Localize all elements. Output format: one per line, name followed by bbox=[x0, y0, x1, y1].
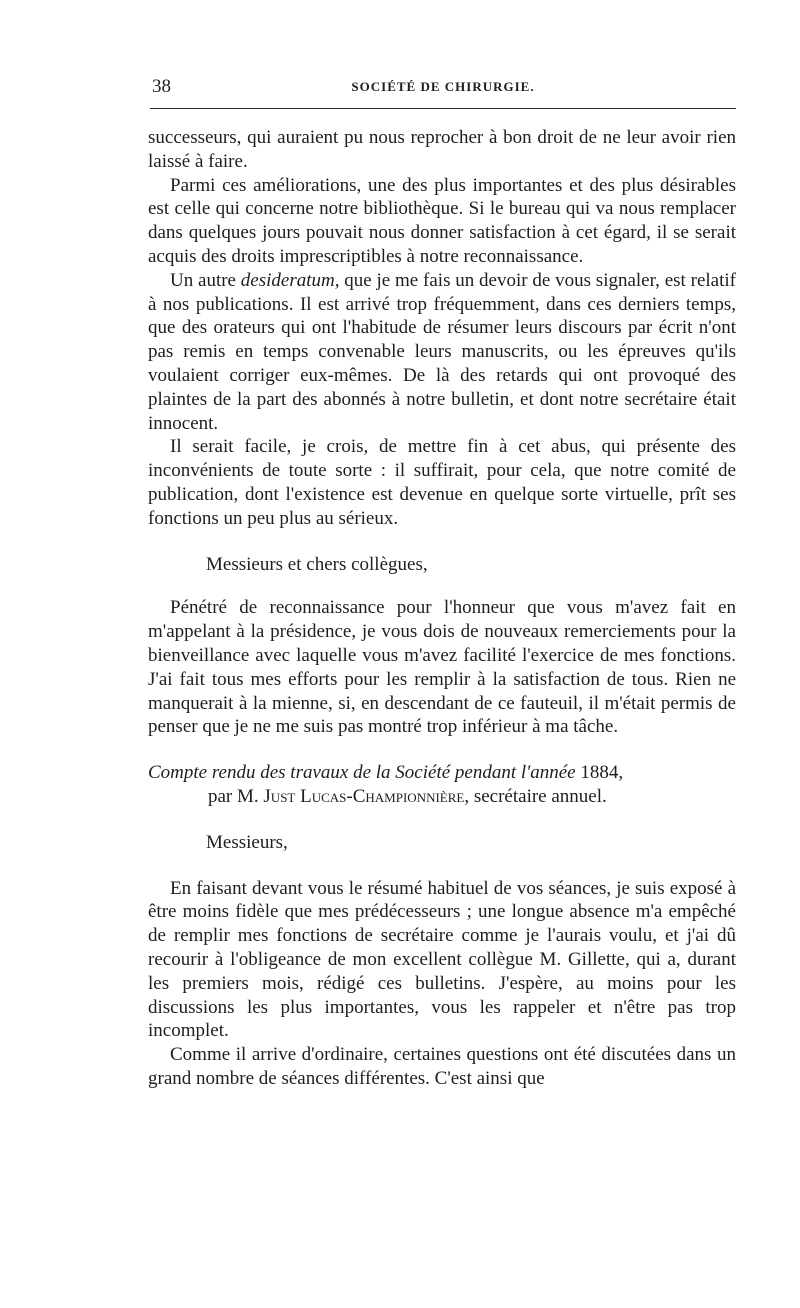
paragraph-publications bbox=[148, 269, 736, 436]
paragraph-questions: Comme il arrive d'ordinaire, certaines questions ont été discutées dans un grand nombre de séances différentes. C'est ainsi que bbox=[148, 1044, 736, 1089]
running-title: SOCIÉTÉ DE CHIRURGIE. bbox=[351, 79, 535, 94]
paragraph-committee: Il serait facile, je crois, de mettre fin à cet abus, qui présente des inconvénients de toute sorte : il suffirait, pour cela, que notre comité de publication, dont l'existence est devenue en quelque sorte virtuelle, prît ses fonctions un peu plus au sérieux. bbox=[148, 436, 736, 529]
author-name: Just Lucas-Championnière, bbox=[263, 785, 470, 807]
page-header bbox=[152, 76, 734, 98]
salutation-messieurs: Messieurs, bbox=[206, 831, 288, 853]
salutation-colleagues: Messieurs et chers collègues, bbox=[206, 553, 428, 575]
section-year: 1884, bbox=[580, 762, 624, 784]
desideratum-term: desideratum, bbox=[240, 269, 340, 291]
section-heading bbox=[148, 761, 736, 809]
body-text bbox=[148, 126, 736, 1091]
section-byline bbox=[148, 785, 736, 809]
paragraph-library: Parmi ces améliorations, une des plus importantes et des plus désirables est celle qui concerne notre bibliothèque. Si le bureau qui va nous remplacer dans quelques jours pouvait nous donner satisfaction à cet égard, il se serait acquis des droits imprescriptibles à notre reconnaissance. bbox=[148, 174, 736, 267]
paragraph-continuation: successeurs, qui auraient pu nous reprocher à bon droit de ne leur avoir rien laissé à faire. bbox=[148, 127, 736, 172]
paragraph-publications-lead: Un autre bbox=[170, 269, 241, 291]
page-number: 38 bbox=[152, 76, 171, 97]
paragraph-thanks: Pénétré de reconnaissance pour l'honneur que vous m'avez fait en m'appelant à la présidence, je vous dois de nouveaux remerciements pour la bienveillance avec laquelle vous m'avez facilité l'exercice de mes fonctions. J'ai fait tous mes efforts pour les remplir à la satisfaction de tous. Rien ne manquerait à la mienne, si, en descendant de ce fauteuil, il m'était permis de penser que je ne me suis pas montré trop inférieur à ma tâche. bbox=[148, 597, 736, 738]
byline-prefix: par M. bbox=[208, 785, 259, 807]
section-title: Compte rendu des travaux de la Société pendant l'année bbox=[148, 762, 576, 784]
author-role: secrétaire annuel. bbox=[473, 785, 607, 807]
paragraph-publications-rest: que je me fais un devoir de vous signaler, est relatif à nos publications. Il est arrivé trop fréquemment, dans ces derniers temps, que des orateurs qui ont l'habitude de résumer leurs discours par écrit n'ont pas remis en temps convenable leurs manuscrits, ou les épreuves qu'ils voulaient corriger eux-mêmes. De là des retards qui ont provoqué des plaintes de la part des abonnés à notre bulletin, et dont notre secrétaire était innocent. bbox=[148, 269, 736, 434]
paragraph-summary: En faisant devant vous le résumé habituel de vos séances, je suis exposé à être moins fidèle que mes prédécesseurs ; une longue absence m'a empêché de remplir mes fonctions de secrétaire comme je l'aurais voulu, et j'ai dû recourir à l'obligeance de mon excellent collègue M. Gillette, qui a, durant les premiers mois, rédigé ces bulletins. J'espère, au moins pour les discussions les plus importantes, vous les rappeler et n'être pas trop incomplet. bbox=[148, 877, 736, 1042]
header-rule bbox=[150, 108, 736, 109]
